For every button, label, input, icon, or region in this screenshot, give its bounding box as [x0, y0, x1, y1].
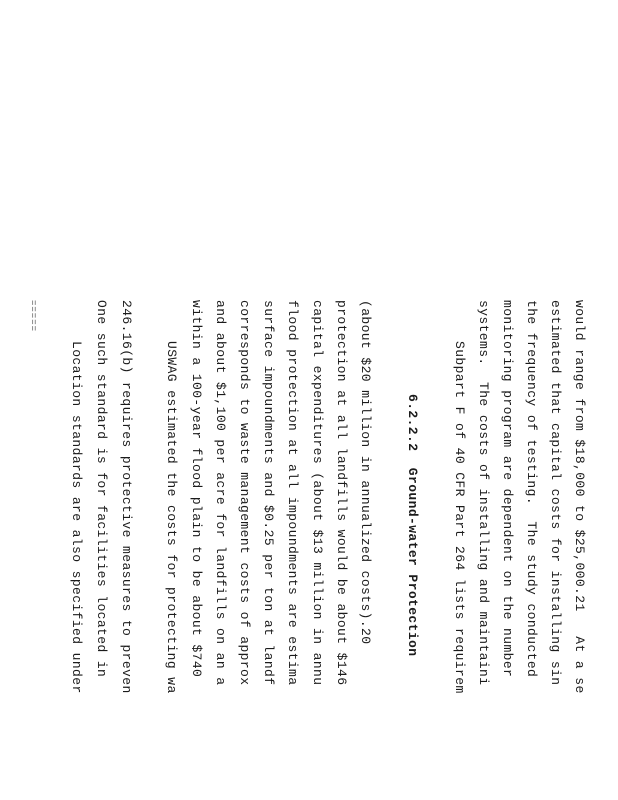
uswag-paragraph-line: USWAG estimated the costs for protecting wa	[164, 300, 179, 694]
location-paragraph-line: One such standard is for facilities located in	[94, 300, 109, 678]
page-header-mark: =====	[28, 300, 38, 333]
location-paragraph-line: 246.16(b) requires protective measures to preven	[119, 300, 134, 694]
subpart-paragraph-line: monitoring program are dependent on the number	[500, 300, 515, 678]
uswag-paragraph-line: and about $1,100 per acre for landfills on an a	[213, 300, 228, 686]
location-paragraph-line: Location standards are also specified under	[69, 300, 84, 694]
section-heading: 6.2.2.2 Ground-water Protection	[405, 394, 420, 657]
subpart-paragraph-line: systems. The costs of installing and maintaini	[476, 300, 491, 686]
uswag-paragraph-line: (about $20 million in annualized costs).20	[358, 300, 373, 645]
uswag-paragraph-line: corresponds to waste management costs of approx	[237, 300, 252, 686]
uswag-paragraph-line: surface impoundments and $0.25 per ton at landf	[261, 300, 276, 686]
subpart-paragraph-line: the frequency of testing. The study conducted	[524, 300, 539, 678]
uswag-paragraph-line: within a 100-year flood plain to be about $740	[189, 300, 204, 678]
subpart-paragraph-line: estimated that capital costs for installing sin	[548, 300, 563, 686]
subpart-paragraph-line: would range from $18,000 to $25,000.21 At a se	[572, 300, 587, 694]
uswag-paragraph-line: protection at all landfills would be about $146	[334, 300, 349, 686]
subpart-paragraph-line: Subpart F of 40 CFR Part 264 lists requirem	[452, 300, 467, 694]
uswag-paragraph-line: flood protection at all impoundments are estima	[285, 300, 300, 686]
uswag-paragraph-line: capital expenditures (about $13 million in annu	[310, 300, 325, 686]
